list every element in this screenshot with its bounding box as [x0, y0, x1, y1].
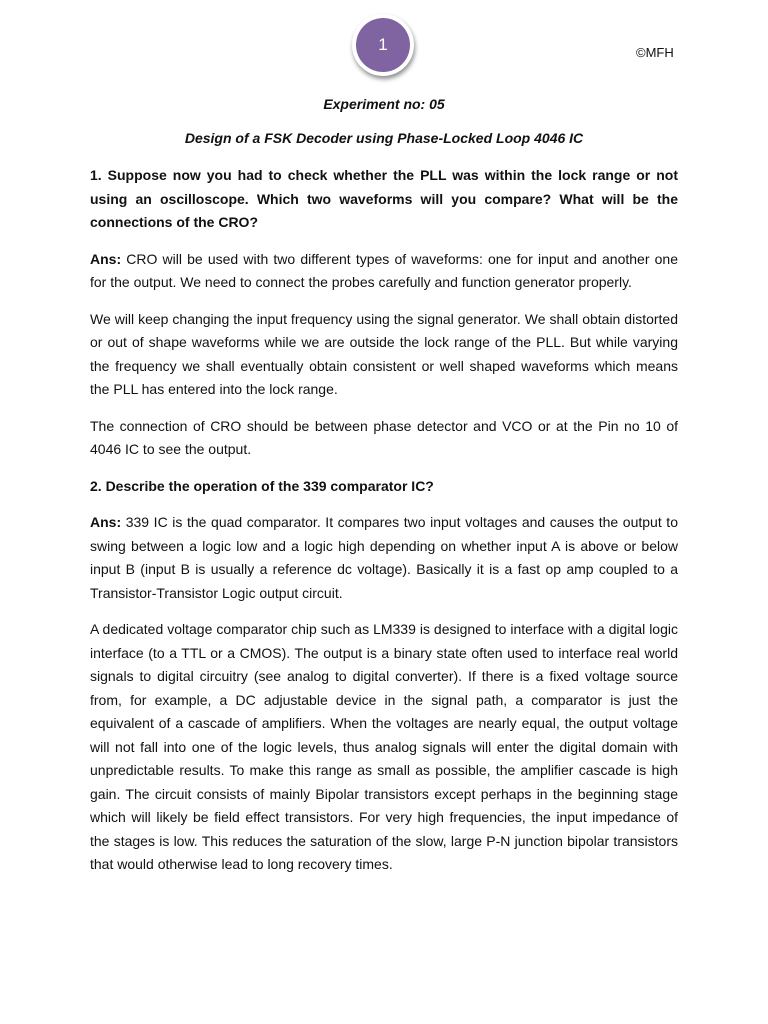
- q2-answer-paragraph-2: A dedicated voltage comparator chip such as LM339 is designed to interface with a digital logic interface (to a TTL or a CMOS). The output is a binary state often used to interface real world signals to digital circuitry (see analog to digital converter). If there is a fixed voltage source from, for example, a DC adjustable device in the signal path, a comparator is just the equivalent of a cascade of amplifiers. When the voltages are nearly equal, the output voltage will not fall into one of the logic levels, thus analog signals will enter the digital domain with unpredictable results. To make this range as small as possible, the amplifier cascade is high gain. The circuit consists of mainly Bipolar transistors except perhaps in the beginning stage which will likely be field effect transistors. For very high frequencies, the input impedance of the stages is low. This reduces the saturation of the slow, large P-N junction bipolar transistors that would otherwise lead to long recovery times.: [90, 621, 678, 872]
- copyright-text: ©MFH: [636, 45, 674, 60]
- answer-label: Ans:: [90, 514, 122, 530]
- q1-answer-paragraph-3: The connection of CRO should be between phase detector and VCO or at the Pin no 10 of 4046 IC to see the output.: [90, 417, 678, 457]
- question-2: 2. Describe the operation of the 339 comparator IC?: [90, 477, 434, 494]
- q2-answer-text: 339 IC is the quad comparator. It compares two input voltages and causes the output to swing between a logic low and a logic high depending on whether input A is above or below input B (input B is usually a reference dc voltage). Basically it is a fast op amp coupled to a Transistor-Transistor Logic output circuit.: [90, 514, 678, 601]
- document-body: [90, 93, 678, 890]
- q1-answer-paragraph-1: [90, 248, 678, 295]
- page-number-badge: [352, 14, 416, 78]
- q2-answer-paragraph-1: [90, 511, 678, 605]
- answer-label: Ans:: [90, 250, 122, 267]
- question-1: 1. Suppose now you had to check whether the PLL was within the lock range or not using an oscilloscope. Which two waveforms will you compare? What will be the connections of the CRO?: [90, 167, 678, 230]
- page-number: 1: [356, 18, 410, 72]
- q1-answer-text: CRO will be used with two different types of waveforms: one for input and another one for the output. We need to connect the probes carefully and function generator properly.: [90, 250, 678, 290]
- q1-answer-paragraph-2: We will keep changing the input frequency using the signal generator. We shall obtain distorted or out of shape waveforms while we are outside the lock range of the PLL. But while varying the frequency we shall eventually obtain consistent or well shaped waveforms which means the PLL has entered into the lock range.: [90, 310, 678, 397]
- experiment-title: Design of a FSK Decoder using Phase-Locked Loop 4046 IC: [184, 129, 584, 146]
- experiment-number: Experiment no: 05: [323, 96, 445, 112]
